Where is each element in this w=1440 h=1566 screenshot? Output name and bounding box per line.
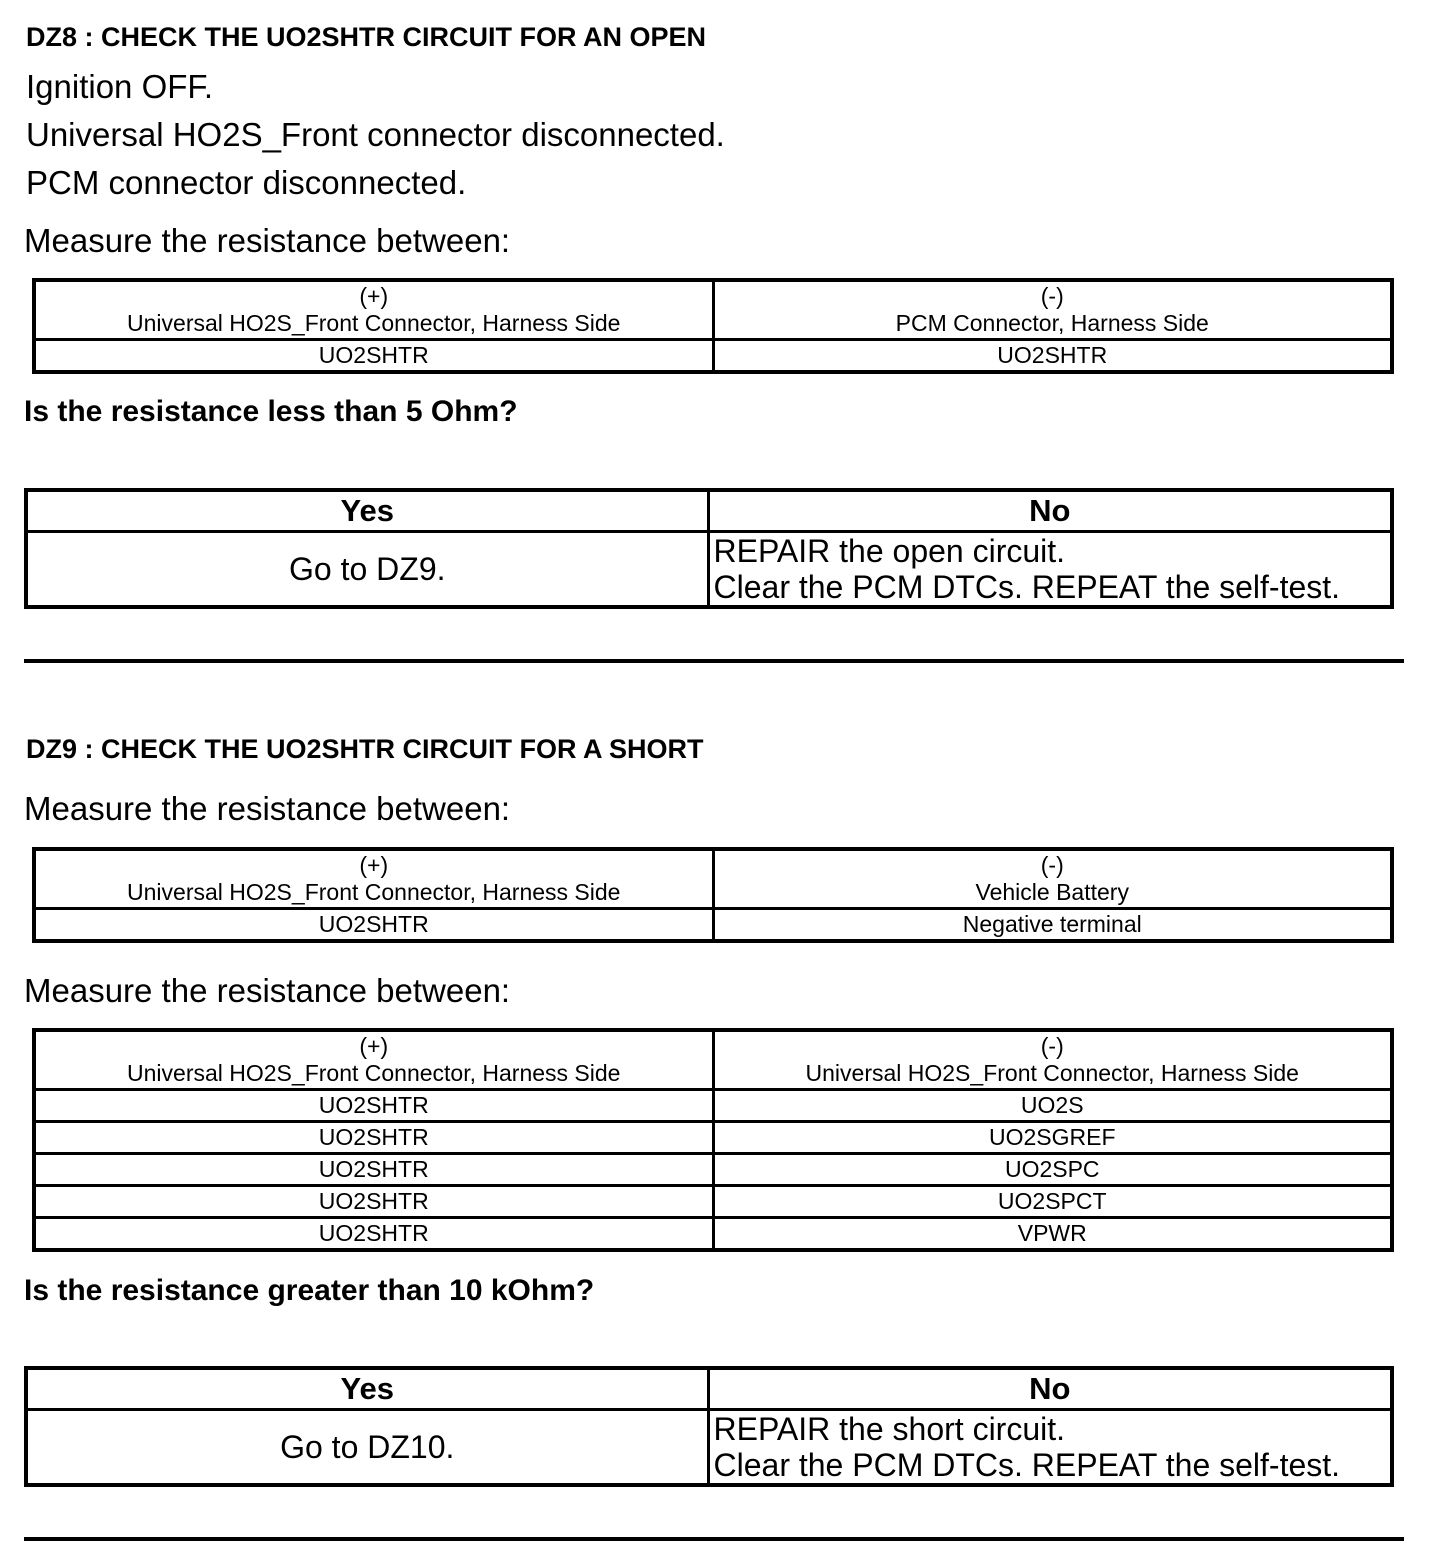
pos-sign: (+) [359,852,389,878]
yes-action: Go to DZ9. [26,532,708,608]
decision-table-dz8 [24,488,1394,609]
no-action-line: REPAIR the open circuit. [713,533,1066,569]
pos-header-cell [34,849,713,909]
neg-pin: UO2S [713,1090,1392,1122]
neg-header-cell [713,849,1392,909]
table-row [34,1218,1392,1251]
pos-pin: UO2SHTR [34,340,713,373]
neg-header: Universal HO2S_Front Connector, Harness Side [805,1060,1299,1086]
pos-pin: UO2SHTR [34,1154,713,1186]
section-divider [24,1537,1404,1541]
question-dz9: Is the resistance greater than 10 kOhm? [24,1274,595,1307]
measurement-table-dz8 [32,278,1394,374]
table-row [34,1186,1392,1218]
yes-header: Yes [26,1368,708,1410]
neg-header: PCM Connector, Harness Side [895,310,1209,336]
table-row [34,909,1392,942]
no-header: No [708,490,1392,532]
step-title-dz8: DZ8 : CHECK THE UO2SHTR CIRCUIT FOR AN OPEN [26,22,707,52]
step-title-dz9: DZ9 : CHECK THE UO2SHTR CIRCUIT FOR A SHORT [26,734,704,764]
question-dz8: Is the resistance less than 5 Ohm? [24,395,518,428]
pos-pin: UO2SHTR [34,1122,713,1154]
neg-pin: UO2SGREF [713,1122,1392,1154]
pos-pin: UO2SHTR [34,1186,713,1218]
measurement-table-dz9-connector [32,1028,1394,1252]
neg-pin: UO2SPCT [713,1186,1392,1218]
neg-header: Vehicle Battery [975,879,1129,905]
pos-header: Universal HO2S_Front Connector, Harness Side [127,879,621,905]
neg-sign: (-) [1040,852,1064,878]
neg-header-cell [713,1030,1392,1090]
condition-ho2s-connector: Universal HO2S_Front connector disconnected. [26,116,725,153]
table-row [34,1090,1392,1122]
no-action-line: Clear the PCM DTCs. REPEAT the self-test. [713,1447,1341,1483]
pos-pin: UO2SHTR [34,1090,713,1122]
condition-pcm-connector: PCM connector disconnected. [26,164,467,201]
pos-header-cell [34,1030,713,1090]
neg-pin: UO2SPC [713,1154,1392,1186]
neg-pin: VPWR [713,1218,1392,1251]
pos-pin: UO2SHTR [34,909,713,942]
decision-table-dz9 [24,1366,1394,1487]
neg-pin: UO2SHTR [713,340,1392,373]
no-action [708,532,1392,608]
no-action [708,1410,1392,1486]
pos-pin: UO2SHTR [34,1218,713,1251]
no-action-line: Clear the PCM DTCs. REPEAT the self-test. [713,569,1341,605]
pos-sign: (+) [359,1033,389,1059]
neg-pin: Negative terminal [713,909,1392,942]
table-row [34,340,1392,373]
section-divider [24,659,1404,663]
yes-action: Go to DZ10. [26,1410,708,1486]
pos-header-cell [34,280,713,340]
measure-label: Measure the resistance between: [24,790,511,827]
table-row [34,1154,1392,1186]
condition-ignition: Ignition OFF. [26,68,214,105]
measure-label: Measure the resistance between: [24,222,511,259]
no-header: No [708,1368,1392,1410]
yes-header: Yes [26,490,708,532]
pos-sign: (+) [359,283,389,309]
no-action-line: REPAIR the short circuit. [713,1411,1066,1447]
table-row [34,1122,1392,1154]
measurement-table-dz9-battery [32,847,1394,943]
neg-header-cell [713,280,1392,340]
neg-sign: (-) [1040,1033,1064,1059]
pos-header: Universal HO2S_Front Connector, Harness Side [127,1060,621,1086]
pos-header: Universal HO2S_Front Connector, Harness Side [127,310,621,336]
measure-label: Measure the resistance between: [24,972,511,1009]
neg-sign: (-) [1040,283,1064,309]
